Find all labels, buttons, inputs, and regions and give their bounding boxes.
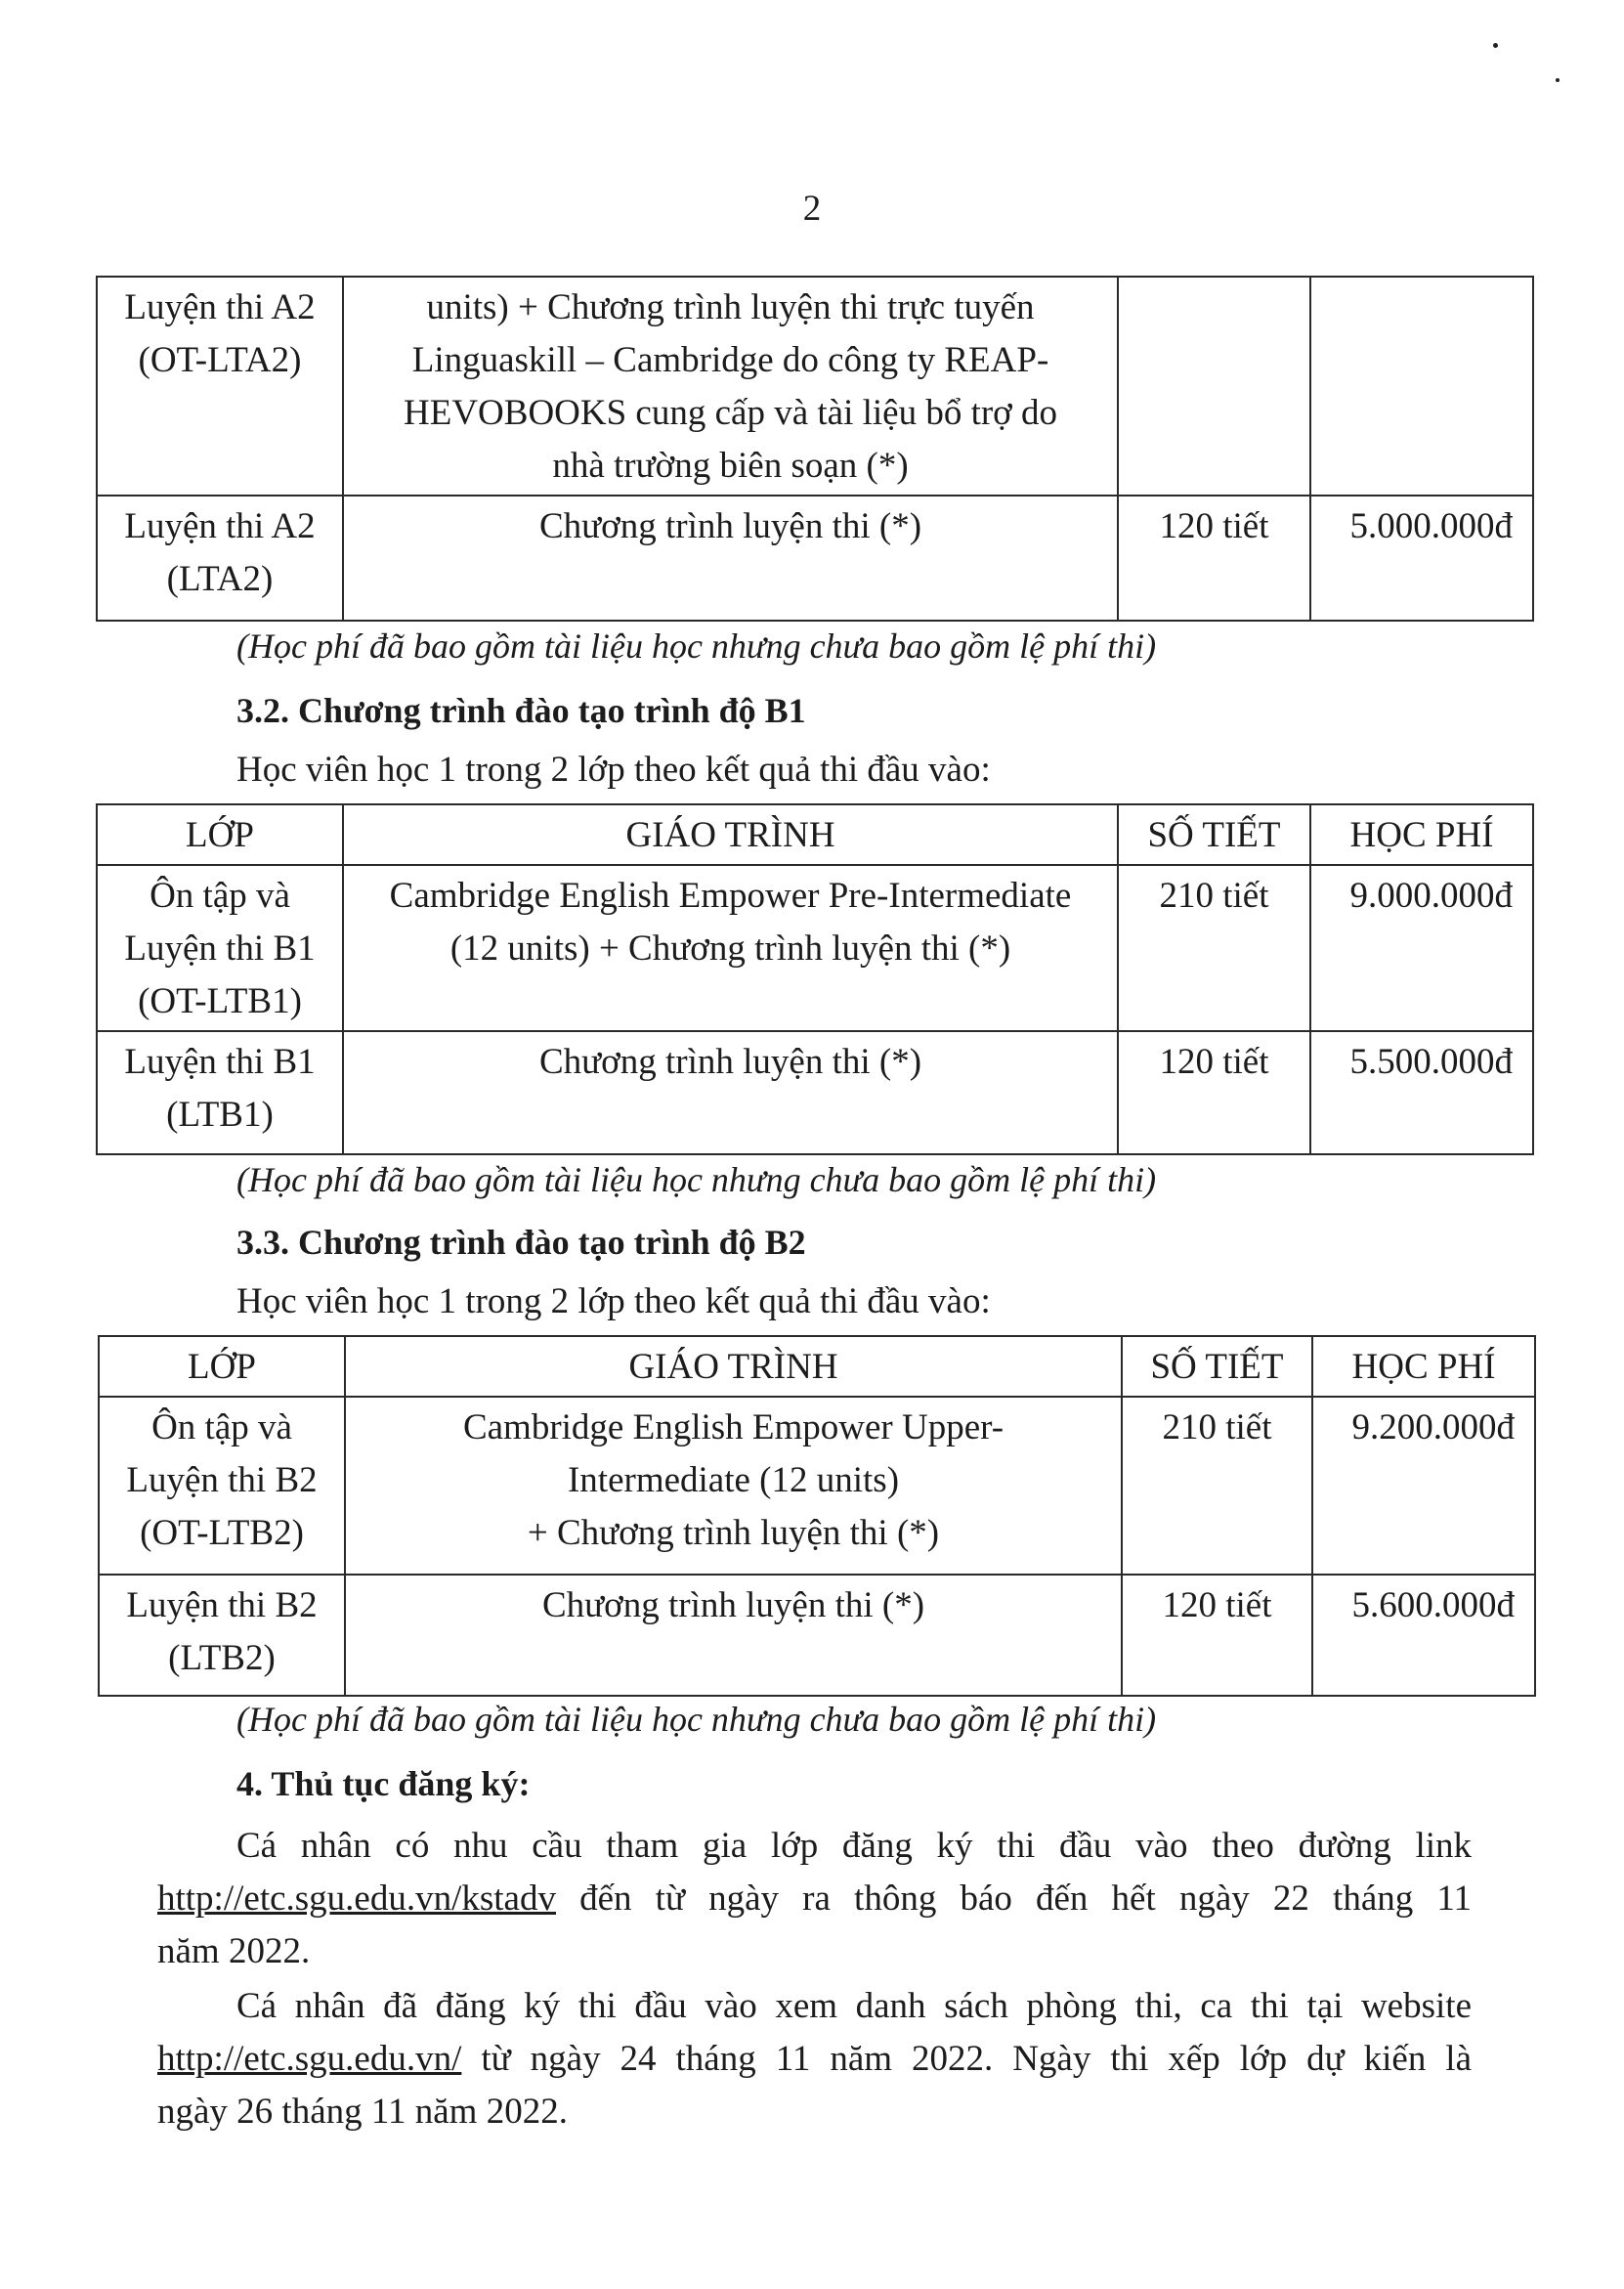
column-header: SỐ TIẾT: [1118, 804, 1310, 865]
fee-cell: 5.500.000đ: [1310, 1031, 1533, 1154]
paragraph-line: năm 2022.: [157, 1931, 311, 1971]
periods-cell: [1118, 277, 1310, 496]
fee-note: (Học phí đã bao gồm tài liệu học nhưng chưa bao gồm lệ phí thi): [236, 1700, 1157, 1739]
exam-schedule-website-link[interactable]: http://etc.sgu.edu.vn/: [157, 2039, 462, 2079]
fee-note: (Học phí đã bao gồm tài liệu học nhưng chưa bao gồm lệ phí thi): [236, 1160, 1157, 1199]
registration-paragraph-2: [157, 1980, 1472, 2138]
materials-cell: Cambridge English Empower Upper- Intermediate (12 units) + Chương trình luyện thi (*): [345, 1397, 1122, 1575]
section-heading-b1: 3.2. Chương trình đào tạo trình độ B1: [236, 691, 806, 730]
periods-cell: 210 tiết: [1122, 1397, 1312, 1575]
column-header: GIÁO TRÌNH: [345, 1336, 1122, 1397]
table-b1: [96, 803, 1534, 1155]
periods-cell: 120 tiết: [1118, 1031, 1310, 1154]
class-cell: Ôn tập và Luyện thi B1 (OT-LTB1): [97, 865, 343, 1031]
table-row: [97, 865, 1533, 1031]
table-row: [97, 496, 1533, 621]
class-cell: Luyện thi A2 (LTA2): [97, 496, 343, 621]
class-cell: Luyện thi B1 (LTB1): [97, 1031, 343, 1154]
materials-cell: Chương trình luyện thi (*): [343, 496, 1118, 621]
fee-cell: 5.000.000đ: [1310, 496, 1533, 621]
column-header: SỐ TIẾT: [1122, 1336, 1312, 1397]
paragraph-line: http://etc.sgu.edu.vn/ từ ngày 24 tháng 11 năm 2022. Ngày thi xếp lớp dự kiến là: [157, 2039, 1472, 2079]
entrance-exam-registration-link[interactable]: http://etc.sgu.edu.vn/kstadv: [157, 1879, 556, 1919]
section-intro-b2: Học viên học 1 trong 2 lớp theo kết quả thi đầu vào:: [236, 1281, 991, 1321]
section-intro-b1: Học viên học 1 trong 2 lớp theo kết quả thi đầu vào:: [236, 750, 991, 790]
column-header: HỌC PHÍ: [1312, 1336, 1535, 1397]
page-number: 2: [802, 189, 822, 229]
materials-cell: units) + Chương trình luyện thi trực tuyến Linguaskill – Cambridge do công ty REAP- HEVOBOOKS cung cấp và tài liệu bổ trợ do nhà trường biên soạn (*): [343, 277, 1118, 496]
fee-cell: 5.600.000đ: [1312, 1575, 1535, 1696]
materials-cell: Chương trình luyện thi (*): [345, 1575, 1122, 1696]
table-row: [97, 277, 1533, 496]
table-row: [97, 1031, 1533, 1154]
fee-cell: [1310, 277, 1533, 496]
periods-cell: 120 tiết: [1118, 496, 1310, 621]
table-header-row: [97, 804, 1533, 865]
fee-cell: 9.200.000đ: [1312, 1397, 1535, 1575]
paragraph-line: ngày 26 tháng 11 năm 2022.: [157, 2092, 568, 2132]
section-heading-b2: 3.3. Chương trình đào tạo trình độ B2: [236, 1223, 806, 1262]
column-header: LỚP: [97, 804, 343, 865]
table-a2-continued: [96, 276, 1534, 622]
periods-cell: 210 tiết: [1118, 865, 1310, 1031]
table-row: [99, 1575, 1535, 1696]
table-header-row: [99, 1336, 1535, 1397]
scan-speck: [1493, 43, 1498, 48]
class-cell: Ôn tập và Luyện thi B2 (OT-LTB2): [99, 1397, 345, 1575]
table-row: [99, 1397, 1535, 1575]
paragraph-line: Cá nhân có nhu cầu tham gia lớp đăng ký thi đầu vào theo đường link: [236, 1826, 1472, 1866]
materials-cell: Chương trình luyện thi (*): [343, 1031, 1118, 1154]
table-b2: [98, 1335, 1536, 1697]
column-header: HỌC PHÍ: [1310, 804, 1533, 865]
column-header: LỚP: [99, 1336, 345, 1397]
class-cell: Luyện thi A2 (OT-LTA2): [97, 277, 343, 496]
fee-note: (Học phí đã bao gồm tài liệu học nhưng chưa bao gồm lệ phí thi): [236, 626, 1157, 666]
column-header: GIÁO TRÌNH: [343, 804, 1118, 865]
paragraph-line: Cá nhân đã đăng ký thi đầu vào xem danh sách phòng thi, ca thi tại website: [236, 1986, 1472, 2026]
periods-cell: 120 tiết: [1122, 1575, 1312, 1696]
paragraph-line: http://etc.sgu.edu.vn/kstadv đến từ ngày ra thông báo đến hết ngày 22 tháng 11: [157, 1879, 1472, 1919]
registration-paragraph-1: [157, 1820, 1472, 1978]
class-cell: Luyện thi B2 (LTB2): [99, 1575, 345, 1696]
scan-speck: [1556, 78, 1560, 82]
materials-cell: Cambridge English Empower Pre-Intermediate (12 units) + Chương trình luyện thi (*): [343, 865, 1118, 1031]
fee-cell: 9.000.000đ: [1310, 865, 1533, 1031]
section-heading-registration: 4. Thủ tục đăng ký:: [236, 1764, 531, 1803]
